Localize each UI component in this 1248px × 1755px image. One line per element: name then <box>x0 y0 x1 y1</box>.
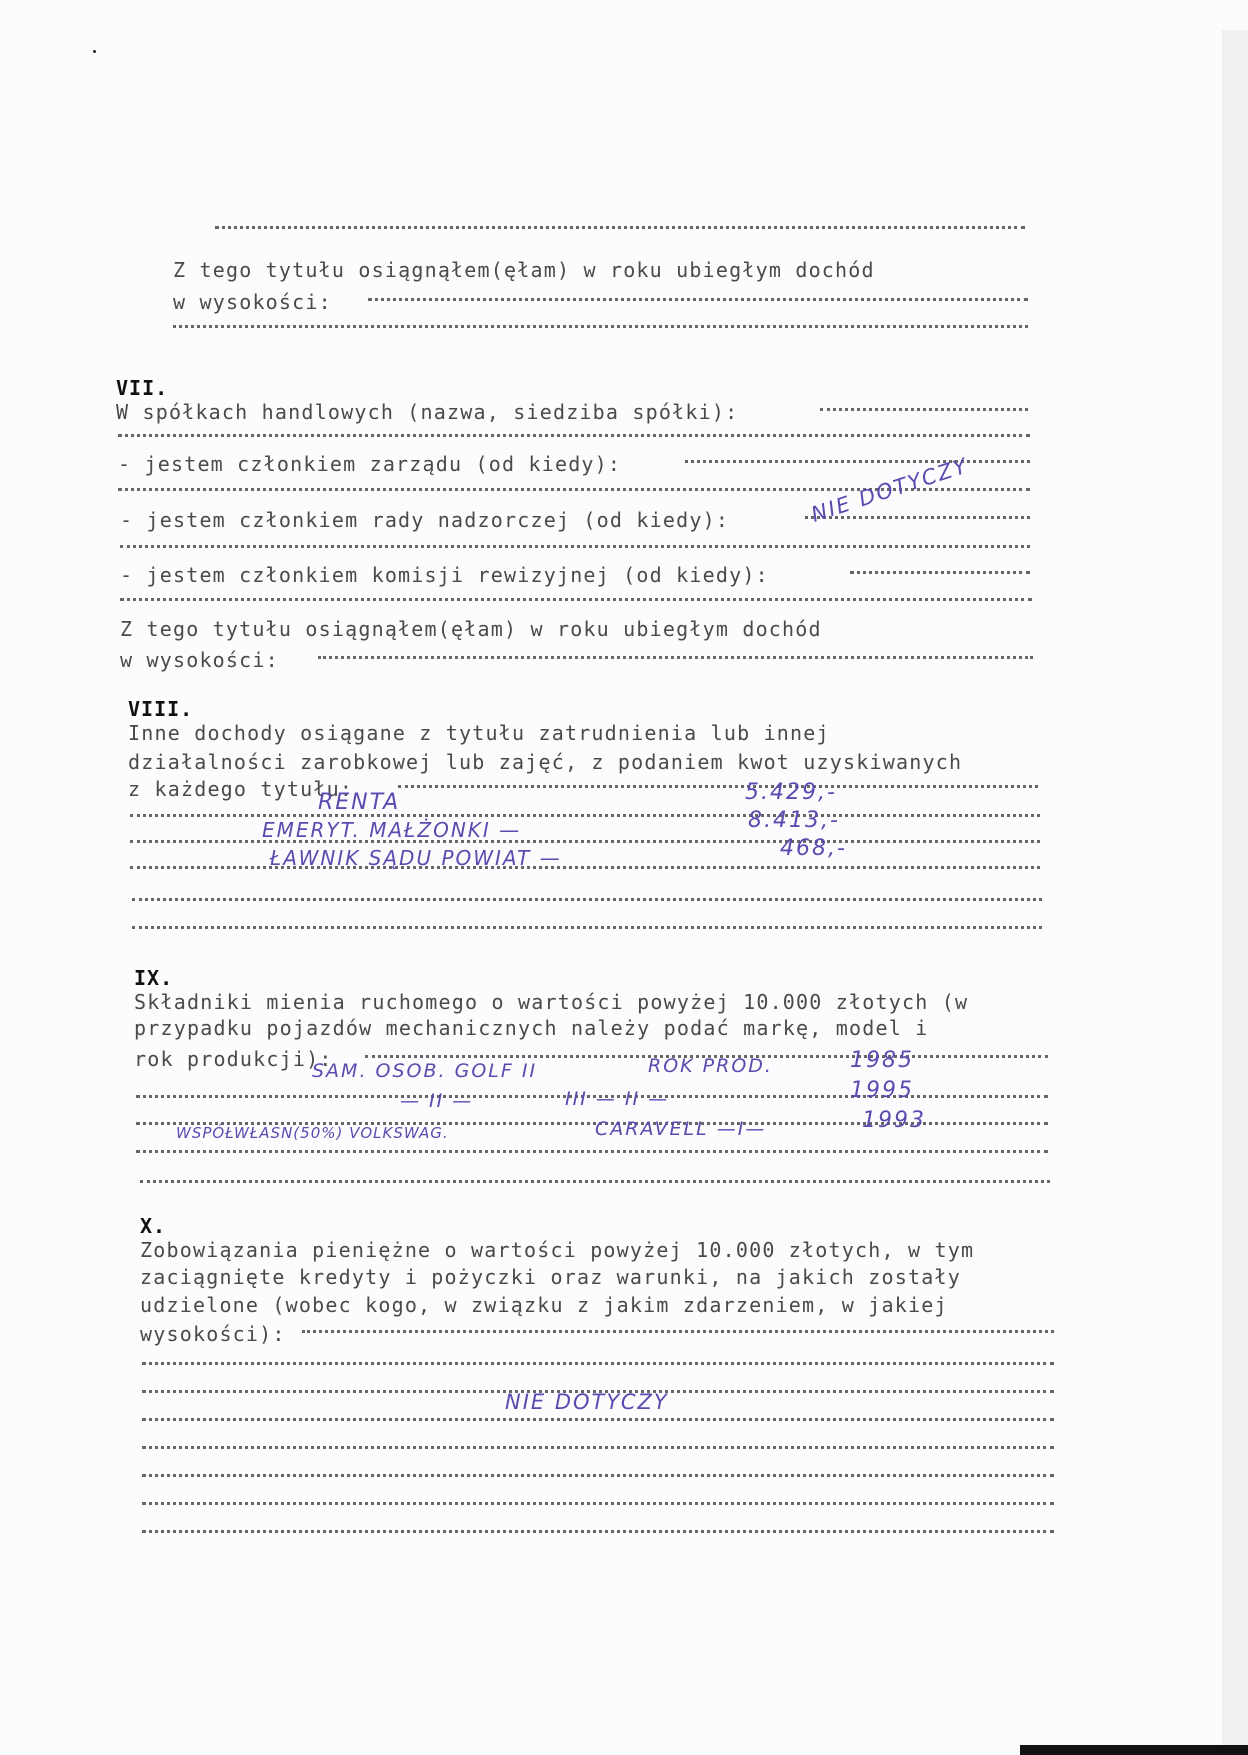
dotted-line <box>685 460 1030 463</box>
dotted-line <box>215 226 1025 229</box>
vii-income-line2: w wysokości: <box>120 648 279 672</box>
dotted-line <box>136 1150 1048 1153</box>
section-ix-heading: IX. <box>134 966 174 990</box>
dotted-line <box>132 898 1042 901</box>
section-vii-heading: VII. <box>116 376 169 400</box>
ix-entry-item: — II — <box>400 1090 474 1112</box>
viii-entry-amount: 468,- <box>780 836 847 861</box>
dotted-line <box>398 785 1038 788</box>
ix-entry-year: 1993 <box>862 1108 926 1133</box>
vii-audit-member: - jestem członkiem komisji rewizyjnej (od kiedy): <box>120 563 769 587</box>
section-x-heading: X. <box>140 1214 167 1238</box>
viii-entry-source: ŁAWNIK SĄDU POWIAT — <box>270 846 562 870</box>
ix-text-line1: Składniki mienia ruchomego o wartości powyżej 10.000 złotych (w <box>134 990 969 1014</box>
dotted-line <box>140 1180 1050 1183</box>
dotted-line <box>142 1418 1054 1421</box>
ix-entry-year: 1985 <box>850 1048 914 1073</box>
viii-entry-source: EMERYT. MAŁŻONKI — <box>262 818 522 842</box>
dotted-line <box>142 1446 1054 1449</box>
vi-income-line1: Z tego tytułu osiągnąłem(ęłam) w roku ubiegłym dochód <box>173 258 875 282</box>
dotted-line <box>120 545 1030 548</box>
x-text-line2: zaciągnięte kredyty i pożyczki oraz warunki, na jakich zostały <box>140 1265 961 1289</box>
dotted-line <box>302 1330 1054 1333</box>
dotted-line <box>132 926 1042 929</box>
dotted-line <box>118 434 1030 437</box>
dotted-line <box>318 656 1033 659</box>
ix-entry-detail: CARAVELL —I— <box>595 1118 767 1140</box>
vii-board-member: - jestem członkiem zarządu (od kiedy): <box>118 452 622 476</box>
viii-entry-amount: 5.429,- <box>745 780 837 805</box>
vii-handwritten-note: NIE DOTYCZY <box>808 453 972 527</box>
dotted-line <box>142 1502 1054 1505</box>
viii-entry-source: RENTA <box>318 790 401 815</box>
scan-corner-shadow <box>1020 1745 1248 1755</box>
viii-entry-amount: 8.413,- <box>748 808 840 833</box>
dotted-line <box>142 1530 1054 1533</box>
ix-text-line3: rok produkcji): <box>134 1047 333 1071</box>
vi-income-line2: w wysokości: <box>173 290 332 314</box>
scan-edge <box>1222 30 1248 1755</box>
ix-entry-item: WSPÓŁWŁASN(50%) VOLKSWAG. <box>176 1124 449 1142</box>
dotted-line <box>142 1362 1054 1365</box>
x-handwritten-note: NIE DOTYCZY <box>505 1390 669 1414</box>
ix-text-line2: przypadku pojazdów mechanicznych należy podać markę, model i <box>134 1016 929 1040</box>
viii-text-line1: Inne dochody osiągane z tytułu zatrudnienia lub innej <box>128 721 830 745</box>
viii-text-line2: działalności zarobkowej lub zajęć, z podaniem kwot uzyskiwanych <box>128 750 963 774</box>
dotted-line <box>850 571 1030 574</box>
dotted-line <box>142 1474 1054 1477</box>
ix-entry-detail: III — II — <box>565 1088 670 1110</box>
dotted-line <box>130 866 1040 869</box>
vii-income-line1: Z tego tytułu osiągnąłem(ęłam) w roku ubiegłym dochód <box>120 617 822 641</box>
vii-supervisory-member: - jestem członkiem rady nadzorczej (od kiedy): <box>120 508 730 532</box>
dotted-line <box>130 814 1040 817</box>
section-viii-heading: VIII. <box>128 697 194 721</box>
ix-entry-detail: ROK PROD. <box>648 1055 773 1077</box>
scan-speck <box>93 50 96 53</box>
x-text-line3: udzielone (wobec kogo, w związku z jakim zdarzeniem, w jakiej <box>140 1293 948 1317</box>
x-text-line1: Zobowiązania pieniężne o wartości powyżej 10.000 złotych, w tym <box>140 1238 975 1262</box>
x-text-line4: wysokości): <box>140 1322 286 1346</box>
vii-intro: W spółkach handlowych (nazwa, siedziba spółki): <box>116 400 739 424</box>
dotted-line <box>368 298 1028 301</box>
ix-entry-year: 1995 <box>850 1078 914 1103</box>
viii-text-line3: z każdego tytułu: <box>128 777 354 801</box>
dotted-line <box>173 325 1028 328</box>
dotted-line <box>820 408 1028 411</box>
dotted-line <box>120 598 1032 601</box>
ix-entry-item: SAM. OSOB. GOLF II <box>312 1060 538 1082</box>
